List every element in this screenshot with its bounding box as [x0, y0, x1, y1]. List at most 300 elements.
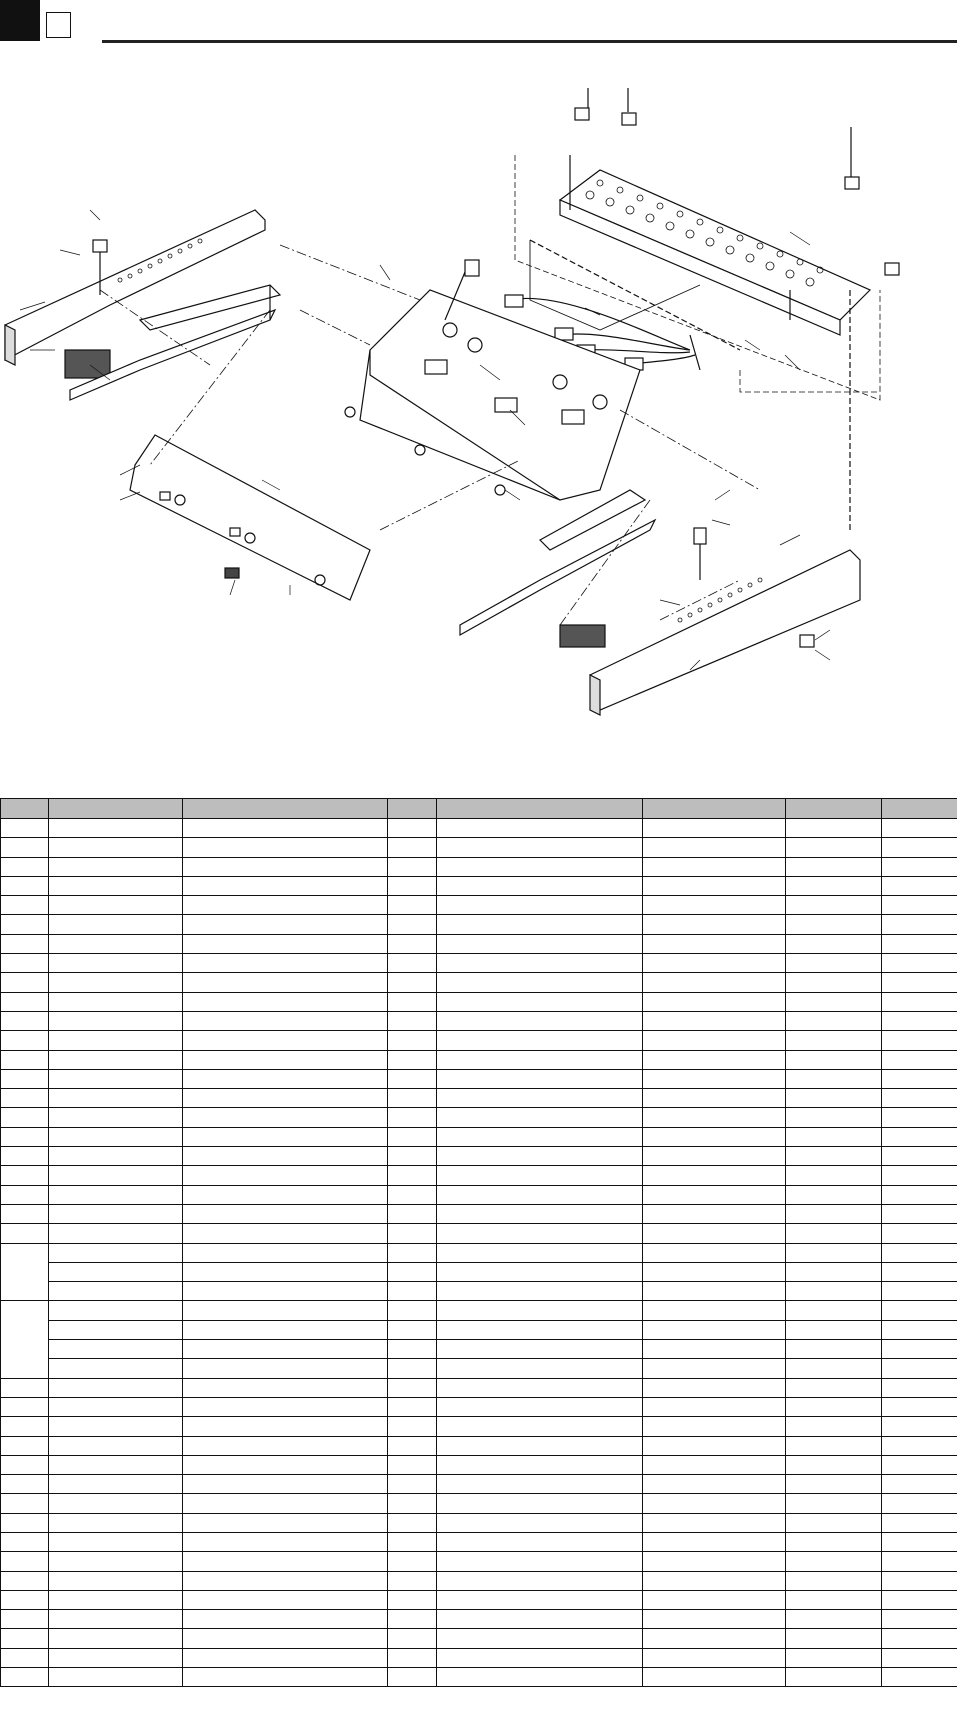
table-cell [1, 954, 49, 973]
table-cell [183, 1204, 388, 1223]
table-cell [183, 1282, 388, 1301]
table-cell [49, 838, 183, 857]
table-cell [183, 838, 388, 857]
table-cell [388, 1320, 437, 1339]
table-cell [786, 1590, 882, 1609]
table-row [1, 838, 957, 857]
table-cell [882, 1436, 957, 1455]
table-cell [1, 1668, 49, 1687]
table-cell [49, 1378, 183, 1397]
table-cell [388, 934, 437, 953]
table-cell [643, 1166, 786, 1185]
table-cell [786, 1011, 882, 1030]
table-row [1, 1417, 957, 1436]
table-cell [183, 1494, 388, 1513]
table-cell [49, 1224, 183, 1243]
table-cell [882, 1127, 957, 1146]
table-cell [388, 1552, 437, 1571]
table-cell [388, 973, 437, 992]
table-cell [786, 896, 882, 915]
table-cell [786, 1050, 882, 1069]
table-cell [388, 1108, 437, 1127]
table-cell [437, 1532, 643, 1551]
table-cell [49, 1648, 183, 1667]
table-row [1, 1069, 957, 1088]
table-cell [1, 1108, 49, 1127]
table-cell [437, 1668, 643, 1687]
table-cell [882, 1629, 957, 1648]
table-cell [437, 1571, 643, 1590]
table-cell [49, 1475, 183, 1494]
table-cell [183, 1147, 388, 1166]
table-cell [437, 838, 643, 857]
table-cell [1, 1629, 49, 1648]
table-row [1, 992, 957, 1011]
table-cell [388, 1243, 437, 1262]
table-cell [786, 1532, 882, 1551]
table-cell [183, 1648, 388, 1667]
table-cell [49, 1282, 183, 1301]
table-cell [643, 819, 786, 838]
table-cell [388, 1089, 437, 1108]
table-cell [49, 1320, 183, 1339]
table-cell [786, 1204, 882, 1223]
table-cell [643, 915, 786, 934]
table-cell [882, 1108, 957, 1127]
table-cell [882, 1648, 957, 1667]
table-cell [643, 896, 786, 915]
table-cell [49, 876, 183, 895]
table-cell [437, 1648, 643, 1667]
table-cell [882, 1417, 957, 1436]
exploded-view-diagram [0, 80, 957, 780]
table-cell [437, 1340, 643, 1359]
table-cell [786, 1340, 882, 1359]
table-cell [1, 838, 49, 857]
table-cell [388, 1475, 437, 1494]
table-cell [882, 896, 957, 915]
table-cell [786, 1108, 882, 1127]
table-row [1, 1089, 957, 1108]
table-cell [437, 1011, 643, 1030]
table-row [1, 1011, 957, 1030]
table-cell [882, 1532, 957, 1551]
table-row [1, 1668, 957, 1687]
table-cell [437, 1282, 643, 1301]
table-cell [49, 819, 183, 838]
table-cell [882, 1089, 957, 1108]
table-cell [388, 1417, 437, 1436]
table-header-cell [437, 799, 643, 819]
table-cell [437, 1494, 643, 1513]
table-cell [388, 1340, 437, 1359]
table-row [1, 1262, 957, 1281]
table-cell [643, 1610, 786, 1629]
table-cell [437, 1069, 643, 1088]
table-cell [643, 1629, 786, 1648]
table-cell [643, 1552, 786, 1571]
table-cell [49, 1513, 183, 1532]
table-cell [882, 1166, 957, 1185]
table-cell [882, 1031, 957, 1050]
table-cell [183, 1552, 388, 1571]
table-cell [49, 1571, 183, 1590]
table-cell [1, 876, 49, 895]
table-cell [49, 1436, 183, 1455]
table-cell [643, 1089, 786, 1108]
table-cell [882, 973, 957, 992]
table-cell [183, 1436, 388, 1455]
table-cell [183, 1629, 388, 1648]
table-cell [437, 896, 643, 915]
table-cell [49, 896, 183, 915]
table-cell [49, 1340, 183, 1359]
table-header-cell [388, 799, 437, 819]
table-row [1, 1648, 957, 1667]
table-cell [388, 1127, 437, 1146]
table-cell [437, 954, 643, 973]
table-row [1, 1204, 957, 1223]
table-cell [49, 1108, 183, 1127]
table-cell [786, 1552, 882, 1571]
table-cell [183, 1301, 388, 1320]
table-row [1, 1513, 957, 1532]
table-cell [1, 1127, 49, 1146]
table-row [1, 973, 957, 992]
table-cell [437, 1089, 643, 1108]
table-cell [643, 1204, 786, 1223]
table-cell [183, 1320, 388, 1339]
table-cell [786, 1147, 882, 1166]
table-row [1, 934, 957, 953]
table-cell [786, 1359, 882, 1378]
table-cell [437, 915, 643, 934]
table-cell [786, 1648, 882, 1667]
parts-table [0, 798, 957, 1687]
table-cell [643, 1340, 786, 1359]
table-cell [49, 1011, 183, 1030]
table-cell [49, 1166, 183, 1185]
table-cell [786, 954, 882, 973]
table-cell [49, 1262, 183, 1281]
table-cell [183, 1417, 388, 1436]
table-cell [388, 1610, 437, 1629]
table-cell [643, 1320, 786, 1339]
table-cell [1, 915, 49, 934]
table-cell [1, 1397, 49, 1416]
table-cell [882, 1050, 957, 1069]
table-cell [786, 1378, 882, 1397]
table-row [1, 1397, 957, 1416]
table-cell [49, 1629, 183, 1648]
table-cell [183, 1378, 388, 1397]
table-cell [437, 1397, 643, 1416]
table-cell [437, 1417, 643, 1436]
table-cell [437, 876, 643, 895]
table-cell [437, 1224, 643, 1243]
table-cell [786, 819, 882, 838]
table-cell [1, 1475, 49, 1494]
table-cell [437, 1320, 643, 1339]
table-cell [786, 1513, 882, 1532]
table-cell [49, 1127, 183, 1146]
table-cell [1, 1590, 49, 1609]
table-cell [437, 1475, 643, 1494]
table-cell [882, 1243, 957, 1262]
table-cell [643, 1262, 786, 1281]
table-cell [49, 1532, 183, 1551]
table-cell [1, 1513, 49, 1532]
table-cell [49, 857, 183, 876]
table-cell [49, 1147, 183, 1166]
table-cell [882, 1301, 957, 1320]
table-cell [786, 1089, 882, 1108]
table-cell [49, 1031, 183, 1050]
table-cell [49, 1204, 183, 1223]
table-row [1, 1050, 957, 1069]
table-row [1, 1185, 957, 1204]
table-cell [786, 1301, 882, 1320]
table-cell [786, 1455, 882, 1474]
table-cell [882, 1320, 957, 1339]
table-cell [437, 1552, 643, 1571]
table-cell [1, 1069, 49, 1088]
table-cell [437, 1147, 643, 1166]
table-row [1, 1243, 957, 1262]
table-row [1, 1610, 957, 1629]
table-cell [49, 1069, 183, 1088]
table-cell [643, 1417, 786, 1436]
table-cell [49, 1359, 183, 1378]
table-cell [1, 1089, 49, 1108]
table-cell [643, 1532, 786, 1551]
table-cell [643, 973, 786, 992]
table-cell [183, 1668, 388, 1687]
table-cell [882, 1397, 957, 1416]
table-cell [643, 1011, 786, 1030]
table-cell [183, 1610, 388, 1629]
table-cell [643, 1359, 786, 1378]
table-cell [388, 1359, 437, 1378]
table-cell [786, 934, 882, 953]
table-cell [643, 934, 786, 953]
table-cell [49, 915, 183, 934]
table-cell [643, 838, 786, 857]
table-header-cell [643, 799, 786, 819]
table-row [1, 1552, 957, 1571]
table-cell [388, 1590, 437, 1609]
table-cell [1, 1436, 49, 1455]
table-cell [183, 876, 388, 895]
table-cell [882, 1494, 957, 1513]
table-cell [643, 992, 786, 1011]
table-header-cell [882, 799, 957, 819]
table-cell [183, 896, 388, 915]
table-cell [388, 915, 437, 934]
table-cell [437, 1050, 643, 1069]
table-cell [882, 1475, 957, 1494]
table-row [1, 1455, 957, 1474]
table-cell [183, 1069, 388, 1088]
table-cell [183, 915, 388, 934]
table-cell [437, 857, 643, 876]
table-cell [882, 838, 957, 857]
table-cell [388, 1185, 437, 1204]
table-cell [388, 1011, 437, 1030]
table-cell [643, 1108, 786, 1127]
table-cell [882, 1282, 957, 1301]
table-cell [643, 1050, 786, 1069]
table-cell [437, 1127, 643, 1146]
table-cell [437, 1204, 643, 1223]
section-marker-block [0, 0, 40, 41]
table-cell [643, 876, 786, 895]
table-cell [183, 1108, 388, 1127]
table-cell [437, 973, 643, 992]
table-row [1, 1108, 957, 1127]
table-cell [882, 1224, 957, 1243]
table-cell [786, 1185, 882, 1204]
table-header-cell [1, 799, 49, 819]
table-cell [388, 1031, 437, 1050]
table-cell [643, 857, 786, 876]
table-cell [183, 1455, 388, 1474]
left-side-rail [5, 210, 265, 378]
table-cell [643, 1455, 786, 1474]
table-cell [882, 1262, 957, 1281]
table-cell [183, 1513, 388, 1532]
table-cell [49, 1668, 183, 1687]
table-cell [388, 1571, 437, 1590]
table-cell [786, 1610, 882, 1629]
table-row [1, 1166, 957, 1185]
table-cell [437, 1359, 643, 1378]
table-cell [786, 1224, 882, 1243]
table-cell [1, 1166, 49, 1185]
table-cell [388, 992, 437, 1011]
table-cell [643, 1069, 786, 1088]
table-row [1, 1340, 957, 1359]
table-cell [786, 1668, 882, 1687]
table-row [1, 1224, 957, 1243]
table-cell [49, 1417, 183, 1436]
table-cell [1, 1011, 49, 1030]
table-cell [643, 1590, 786, 1609]
table-cell [437, 1455, 643, 1474]
table-cell [388, 954, 437, 973]
table-cell [1, 1147, 49, 1166]
table-cell [786, 1417, 882, 1436]
front-panel [130, 435, 370, 600]
table-cell [183, 1340, 388, 1359]
table-row [1, 1378, 957, 1397]
table-row [1, 1532, 957, 1551]
table-cell [882, 954, 957, 973]
table-row [1, 1590, 957, 1609]
table-cell [1, 934, 49, 953]
table-cell [183, 1050, 388, 1069]
table-cell [183, 1031, 388, 1050]
table-cell [1, 1031, 49, 1050]
table-cell [49, 1050, 183, 1069]
table-cell [49, 1610, 183, 1629]
table-cell [786, 857, 882, 876]
table-cell [437, 1378, 643, 1397]
table-cell [786, 1475, 882, 1494]
table-cell [643, 1668, 786, 1687]
table-cell [49, 1185, 183, 1204]
table-cell [643, 1513, 786, 1532]
table-cell [388, 876, 437, 895]
table-row [1, 1282, 957, 1301]
table-cell [388, 1629, 437, 1648]
table-cell [437, 934, 643, 953]
table-cell [388, 1224, 437, 1243]
table-cell [882, 1590, 957, 1609]
table-row [1, 1475, 957, 1494]
table-cell [786, 1436, 882, 1455]
central-chassis [345, 260, 640, 500]
table-row [1, 1031, 957, 1050]
table-cell [786, 1069, 882, 1088]
table-cell [49, 1590, 183, 1609]
table-cell [882, 819, 957, 838]
table-cell [388, 1050, 437, 1069]
table-cell [882, 992, 957, 1011]
table-cell [183, 1127, 388, 1146]
table-cell [183, 1185, 388, 1204]
table-cell [1, 1532, 49, 1551]
table-cell [183, 1571, 388, 1590]
table-cell [882, 1378, 957, 1397]
table-cell [786, 1571, 882, 1590]
table-cell [786, 1031, 882, 1050]
table-cell [1, 857, 49, 876]
table-cell [786, 1320, 882, 1339]
table-cell [388, 1436, 437, 1455]
table-cell [786, 915, 882, 934]
table-cell [437, 1108, 643, 1127]
table-cell [1, 1571, 49, 1590]
table-cell [643, 1378, 786, 1397]
table-cell [437, 1513, 643, 1532]
table-cell [643, 1185, 786, 1204]
table-cell [49, 1243, 183, 1262]
table-cell [786, 1282, 882, 1301]
table-cell [643, 1127, 786, 1146]
table-cell [1, 1378, 49, 1397]
table-cell [437, 1301, 643, 1320]
table-cell [437, 1610, 643, 1629]
table-cell [388, 1166, 437, 1185]
table-cell [388, 1494, 437, 1513]
table-cell [388, 1532, 437, 1551]
table-cell [882, 1359, 957, 1378]
table-cell [183, 1359, 388, 1378]
table-cell [437, 1590, 643, 1609]
table-cell [643, 1397, 786, 1416]
table-cell [1, 1185, 49, 1204]
table-row [1, 954, 957, 973]
table-cell [388, 1204, 437, 1223]
table-cell [183, 973, 388, 992]
table-cell [643, 1282, 786, 1301]
table-row [1, 1359, 957, 1378]
table-cell [388, 1282, 437, 1301]
table-cell [1, 1243, 49, 1301]
table-cell [49, 992, 183, 1011]
table-cell [643, 1475, 786, 1494]
